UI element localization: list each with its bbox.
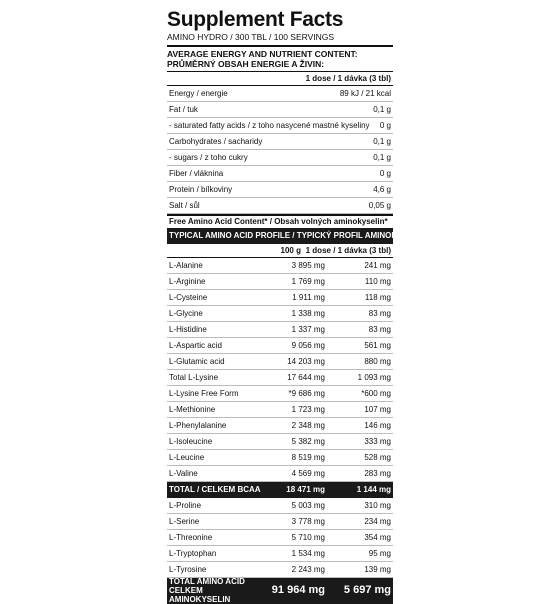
amino-row [167,530,393,546]
amino-row [167,338,393,354]
amino-row [167,546,393,562]
amino-row [167,418,393,434]
amino-label: L-Serine [169,517,200,526]
amino-label: L-Arginine [169,277,206,286]
nutrient-value: 0 g [379,121,391,130]
amino-value-dose: 528 mg [364,453,391,462]
amino-value-100g: 1 723 mg [291,405,325,414]
amino-row [167,562,393,578]
amino-value-100g: 2 348 mg [291,421,325,430]
supplement-facts-panel [167,8,429,604]
amino-value-dose: 880 mg [364,357,391,366]
amino-value-dose: 118 mg [364,293,391,302]
amino-value-dose: 283 mg [364,469,391,478]
amino-value-dose: 310 mg [364,501,391,510]
nutrient-label: Fiber / vláknina [169,169,224,178]
amino-profile-title: TYPICAL AMINO ACID PROFILE / TYPICKÝ PROFIL AMINOKYSELIN: [167,228,393,244]
amino-value-100g: 2 243 mg [291,565,325,574]
total-amino-row: TOTAL AMINO ACID CELKEM AMINOKYSELIN 91 964 mg 5 697 mg [169,577,391,604]
amino-value-100g: *9 686 mg [288,389,325,398]
amino-value-dose: 241 mg [364,261,391,270]
nutrition-row [167,134,393,150]
amino-row [167,386,393,402]
amino-label: L-Tryptophan [169,549,217,558]
nutrition-row [167,198,393,214]
amino-value-dose: 83 mg [368,309,391,318]
nutrient-label: Fat / tuk [169,105,198,114]
amino-value-dose: 139 mg [364,565,391,574]
amino-label: L-Valine [169,469,198,478]
amino-row [167,354,393,370]
amino-label: L-Proline [169,501,202,510]
amino-value-100g: 1 338 mg [291,309,325,318]
nutrition-row [167,182,393,198]
nutrition-row [167,166,393,182]
amino-col2-header: 1 dose / 1 dávka (3 tbl) [305,246,391,255]
amino-row [167,498,393,514]
amino-value-dose: 95 mg [368,549,391,558]
amino-value-100g: 3 895 mg [291,261,325,270]
amino-label: L-Tyrosine [169,565,207,574]
amino-value-100g: 1 911 mg [292,293,325,302]
amino-label: L-Isoleucine [169,437,213,446]
amino-row [167,466,393,482]
amino-row [167,306,393,322]
nutrition-row [167,150,393,166]
nutrient-label: - sugars / z toho cukry [169,153,248,162]
amino-value-dose: 110 mg [364,277,391,286]
product-subtitle: AMINO HYDRO / 300 TBL / 100 SERVINGS [167,32,393,47]
nutrient-value: 4,6 g [373,185,391,194]
amino-value-dose: 107 mg [364,405,391,414]
amino-value-100g: 1 337 mg [291,325,325,334]
amino-label: L-Alanine [169,261,203,270]
amino-value-dose: 1 093 mg [357,373,391,382]
nutrient-label: - saturated fatty acids / z toho nasycené mastné kyseliny [169,121,370,130]
nutrient-value: 0,1 g [373,153,391,162]
nutrient-value: 0,1 g [373,105,391,114]
amino-row [167,258,393,274]
amino-label: L-Aspartic acid [169,341,222,350]
amino-table-2 [167,498,393,578]
intro-line-1: AVERAGE ENERGY AND NUTRIENT CONTENT: [167,49,358,59]
nutrient-value: 0,1 g [373,137,391,146]
amino-value-dose: 354 mg [364,533,391,542]
amino-label: L-Cysteine [169,293,208,302]
nutrient-value: 0 g [379,169,391,178]
nutrition-row [167,86,393,102]
nutrient-label: Protein / bílkoviny [169,185,233,194]
amino-label: L-Glutamic acid [169,357,225,366]
amino-row [167,322,393,338]
nutrition-row [167,102,393,118]
amino-table [167,258,393,482]
amino-label: L-Threonine [169,533,213,542]
amino-label: L-Lysine Free Form [169,389,239,398]
free-amino-note: Free Amino Acid Content* / Obsah volných aminokyselin* [167,214,393,228]
amino-row [167,434,393,450]
amino-value-100g: 1 769 mg [291,277,325,286]
amino-label: L-Phenylalanine [169,421,227,430]
amino-value-dose: 83 mg [368,325,391,334]
intro-line-2: PRŮMĚRNÝ OBSAH ENERGIE A ŽIVIN: [167,59,325,69]
amino-value-100g: 3 778 mg [291,517,325,526]
amino-value-100g: 5 003 mg [291,501,325,510]
amino-label: L-Methionine [169,405,216,414]
amino-label: Total L-Lysine [169,373,219,382]
amino-row [167,514,393,530]
amino-row [167,370,393,386]
bcaa-total-row: TOTAL / CELKEM BCAA 18 471 mg 1 144 mg [167,482,393,498]
amino-row [167,402,393,418]
amino-label: L-Histidine [169,325,207,334]
amino-value-100g: 14 203 mg [287,357,325,366]
amino-row [167,290,393,306]
amino-col1-header: 100 g [280,246,301,255]
amino-value-dose: 146 mg [364,421,391,430]
amino-value-dose: *600 mg [361,389,391,398]
nutrition-row [167,118,393,134]
amino-header-row [167,244,393,258]
amino-label: L-Leucine [169,453,205,462]
amino-value-100g: 4 569 mg [291,469,325,478]
amino-row [167,450,393,466]
amino-value-100g: 1 534 mg [291,549,325,558]
amino-value-dose: 234 mg [364,517,391,526]
nutrient-value: 0,05 g [368,201,391,210]
amino-row [167,274,393,290]
nutrient-label: Salt / sůl [169,201,200,210]
nutrient-label: Carbohydrates / sacharidy [169,137,263,146]
nutrient-value: 89 kJ / 21 kcal [339,89,391,98]
nutrient-label: Energy / energie [169,89,228,98]
amino-value-100g: 5 382 mg [291,437,325,446]
amino-value-dose: 333 mg [364,437,391,446]
nutrition-header-row [167,72,393,86]
nutrition-table [167,86,393,214]
page-title: Supplement Facts [167,8,344,31]
amino-value-100g: 5 710 mg [291,533,325,542]
nutrient-intro [167,47,393,72]
amino-value-100g: 8 519 mg [291,453,325,462]
amino-value-100g: 9 056 mg [291,341,325,350]
amino-label: L-Glycine [169,309,203,318]
amino-value-dose: 561 mg [364,341,391,350]
nutrition-col-header: 1 dose / 1 dávka (3 tbl) [305,74,391,83]
amino-value-100g: 17 644 mg [287,373,325,382]
